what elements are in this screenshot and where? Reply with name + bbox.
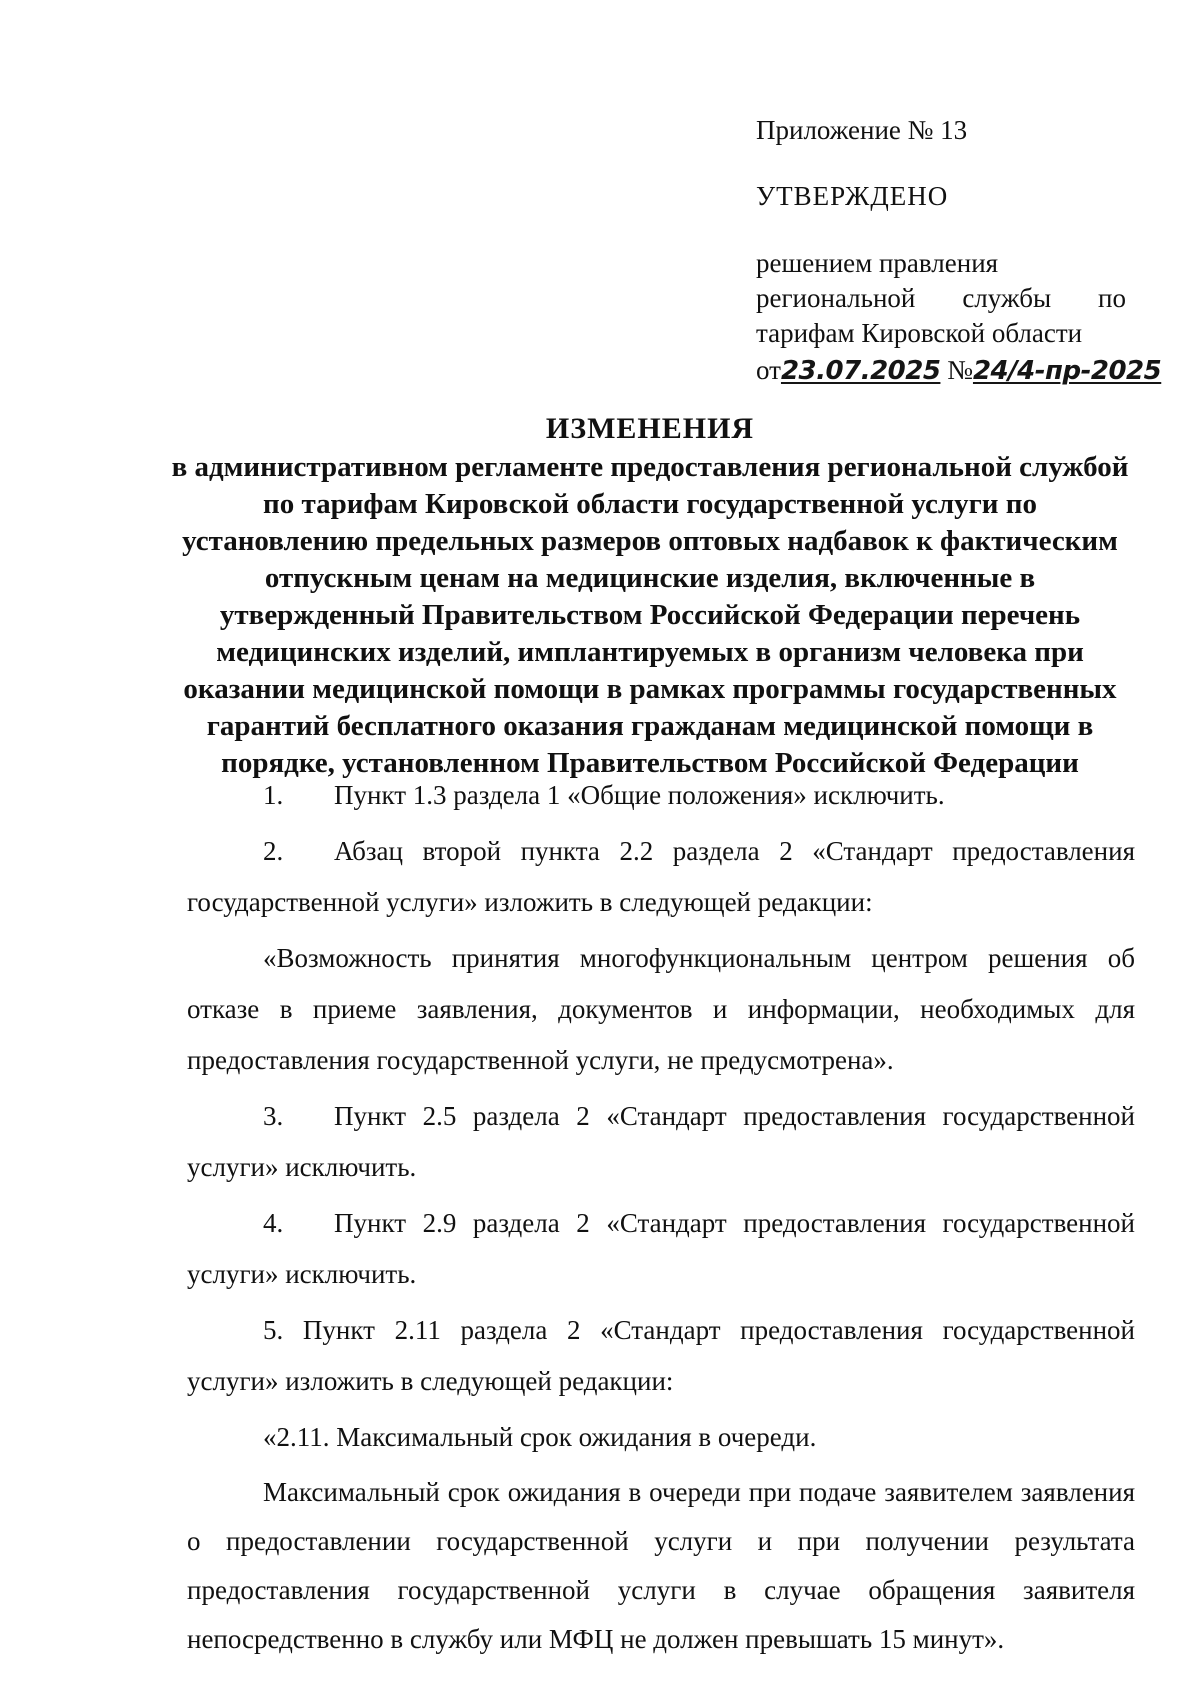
- item-text: «Возможность принятия многофункциональным центром решения об отказе в приеме заявления, документов и информации, необходимых для предоставления государственной услуги, не предусмотрена».: [187, 943, 1135, 1075]
- title-line: утвержденный Правительством Российской Федерации перечень: [219, 599, 1081, 631]
- body-paragraph-item-4: [187, 1198, 1135, 1300]
- title-line: в административном регламенте предоставления региональной службой: [171, 451, 1129, 483]
- date-prefix: от: [756, 355, 781, 385]
- item-text: Максимальный срок ожидания в очереди при подаче заявителем заявления о предоставлении государственной услуги и при получении результата предоставления государственной услуги в случае обращения заявителя непосредственно в службу или МФЦ не должен превышать 15 минут».: [187, 1477, 1135, 1654]
- item-text: Абзац второй пункта 2.2 раздела 2 «Стандарт предоставления государственной услуги» изложить в следующей редакции:: [187, 836, 1135, 917]
- approved-stamp-label: УТВЕРЖДЕНО: [756, 181, 949, 211]
- body-paragraph-item-1: [187, 770, 1135, 821]
- approved-by-word: по: [1098, 283, 1126, 313]
- body-paragraph-item-2: [187, 826, 1135, 928]
- approved-by-line-2: [756, 281, 1126, 316]
- item-number: 2.: [263, 836, 284, 866]
- title-line: гарантий бесплатного оказания гражданам медицинской помощи в: [206, 710, 1094, 742]
- item-text: Пункт 2.5 раздела 2 «Стандарт предоставления государственной услуги» исключить.: [187, 1101, 1135, 1182]
- item-number: 4.: [263, 1208, 284, 1238]
- approved-by-word: региональной: [756, 283, 916, 313]
- title-line: порядке, установленном Правительством Российской Федерации: [221, 747, 1079, 779]
- item-number: 1.: [263, 780, 284, 810]
- body-paragraph-quote-5-title: [187, 1412, 1135, 1463]
- handwritten-number: 24/4-пр-2025: [972, 356, 1162, 386]
- body-paragraph-quote-2: [187, 933, 1135, 1086]
- item-text: Пункт 2.9 раздела 2 «Стандарт предоставления государственной услуги» исключить.: [187, 1208, 1135, 1289]
- approved-by-line-1: решением правления: [756, 248, 999, 278]
- item-text: 5. Пункт 2.11 раздела 2 «Стандарт предоставления государственной услуги» изложить в следующей редакции:: [187, 1315, 1135, 1396]
- title-line: отпускным ценам на медицинские изделия, включенные в: [264, 562, 1036, 594]
- title-line: оказании медицинской помощи в рамках программы государственных: [183, 673, 1117, 705]
- approved-by-word: службы: [962, 283, 1052, 313]
- item-number: 3.: [263, 1101, 284, 1131]
- appendix-label: Приложение № 13: [756, 115, 968, 145]
- document-title: [160, 410, 1140, 782]
- handwritten-date: 23.07.2025: [780, 356, 941, 386]
- body-paragraph-quote-5-text: [187, 1468, 1135, 1664]
- number-prefix: №: [947, 355, 973, 385]
- document-body: [187, 770, 1135, 1664]
- decision-date-number-line: [756, 350, 1162, 391]
- approved-by-line-3: тарифам Кировской области: [756, 318, 1083, 348]
- title-line: по тарифам Кировской области государственной услуги по: [263, 488, 1037, 520]
- item-text: Пункт 1.3 раздела 1 «Общие положения» исключить.: [334, 780, 945, 810]
- approved-by-block: [756, 246, 1126, 351]
- title-line: медицинских изделий, имплантируемых в организм человека при: [216, 636, 1084, 668]
- body-paragraph-item-3: [187, 1091, 1135, 1193]
- item-text: «2.11. Максимальный срок ожидания в очереди.: [263, 1422, 817, 1452]
- title-heading: ИЗМЕНЕНИЯ: [545, 412, 755, 445]
- body-paragraph-item-5: [187, 1305, 1135, 1407]
- title-line: установлению предельных размеров оптовых надбавок к фактическим: [182, 525, 1118, 557]
